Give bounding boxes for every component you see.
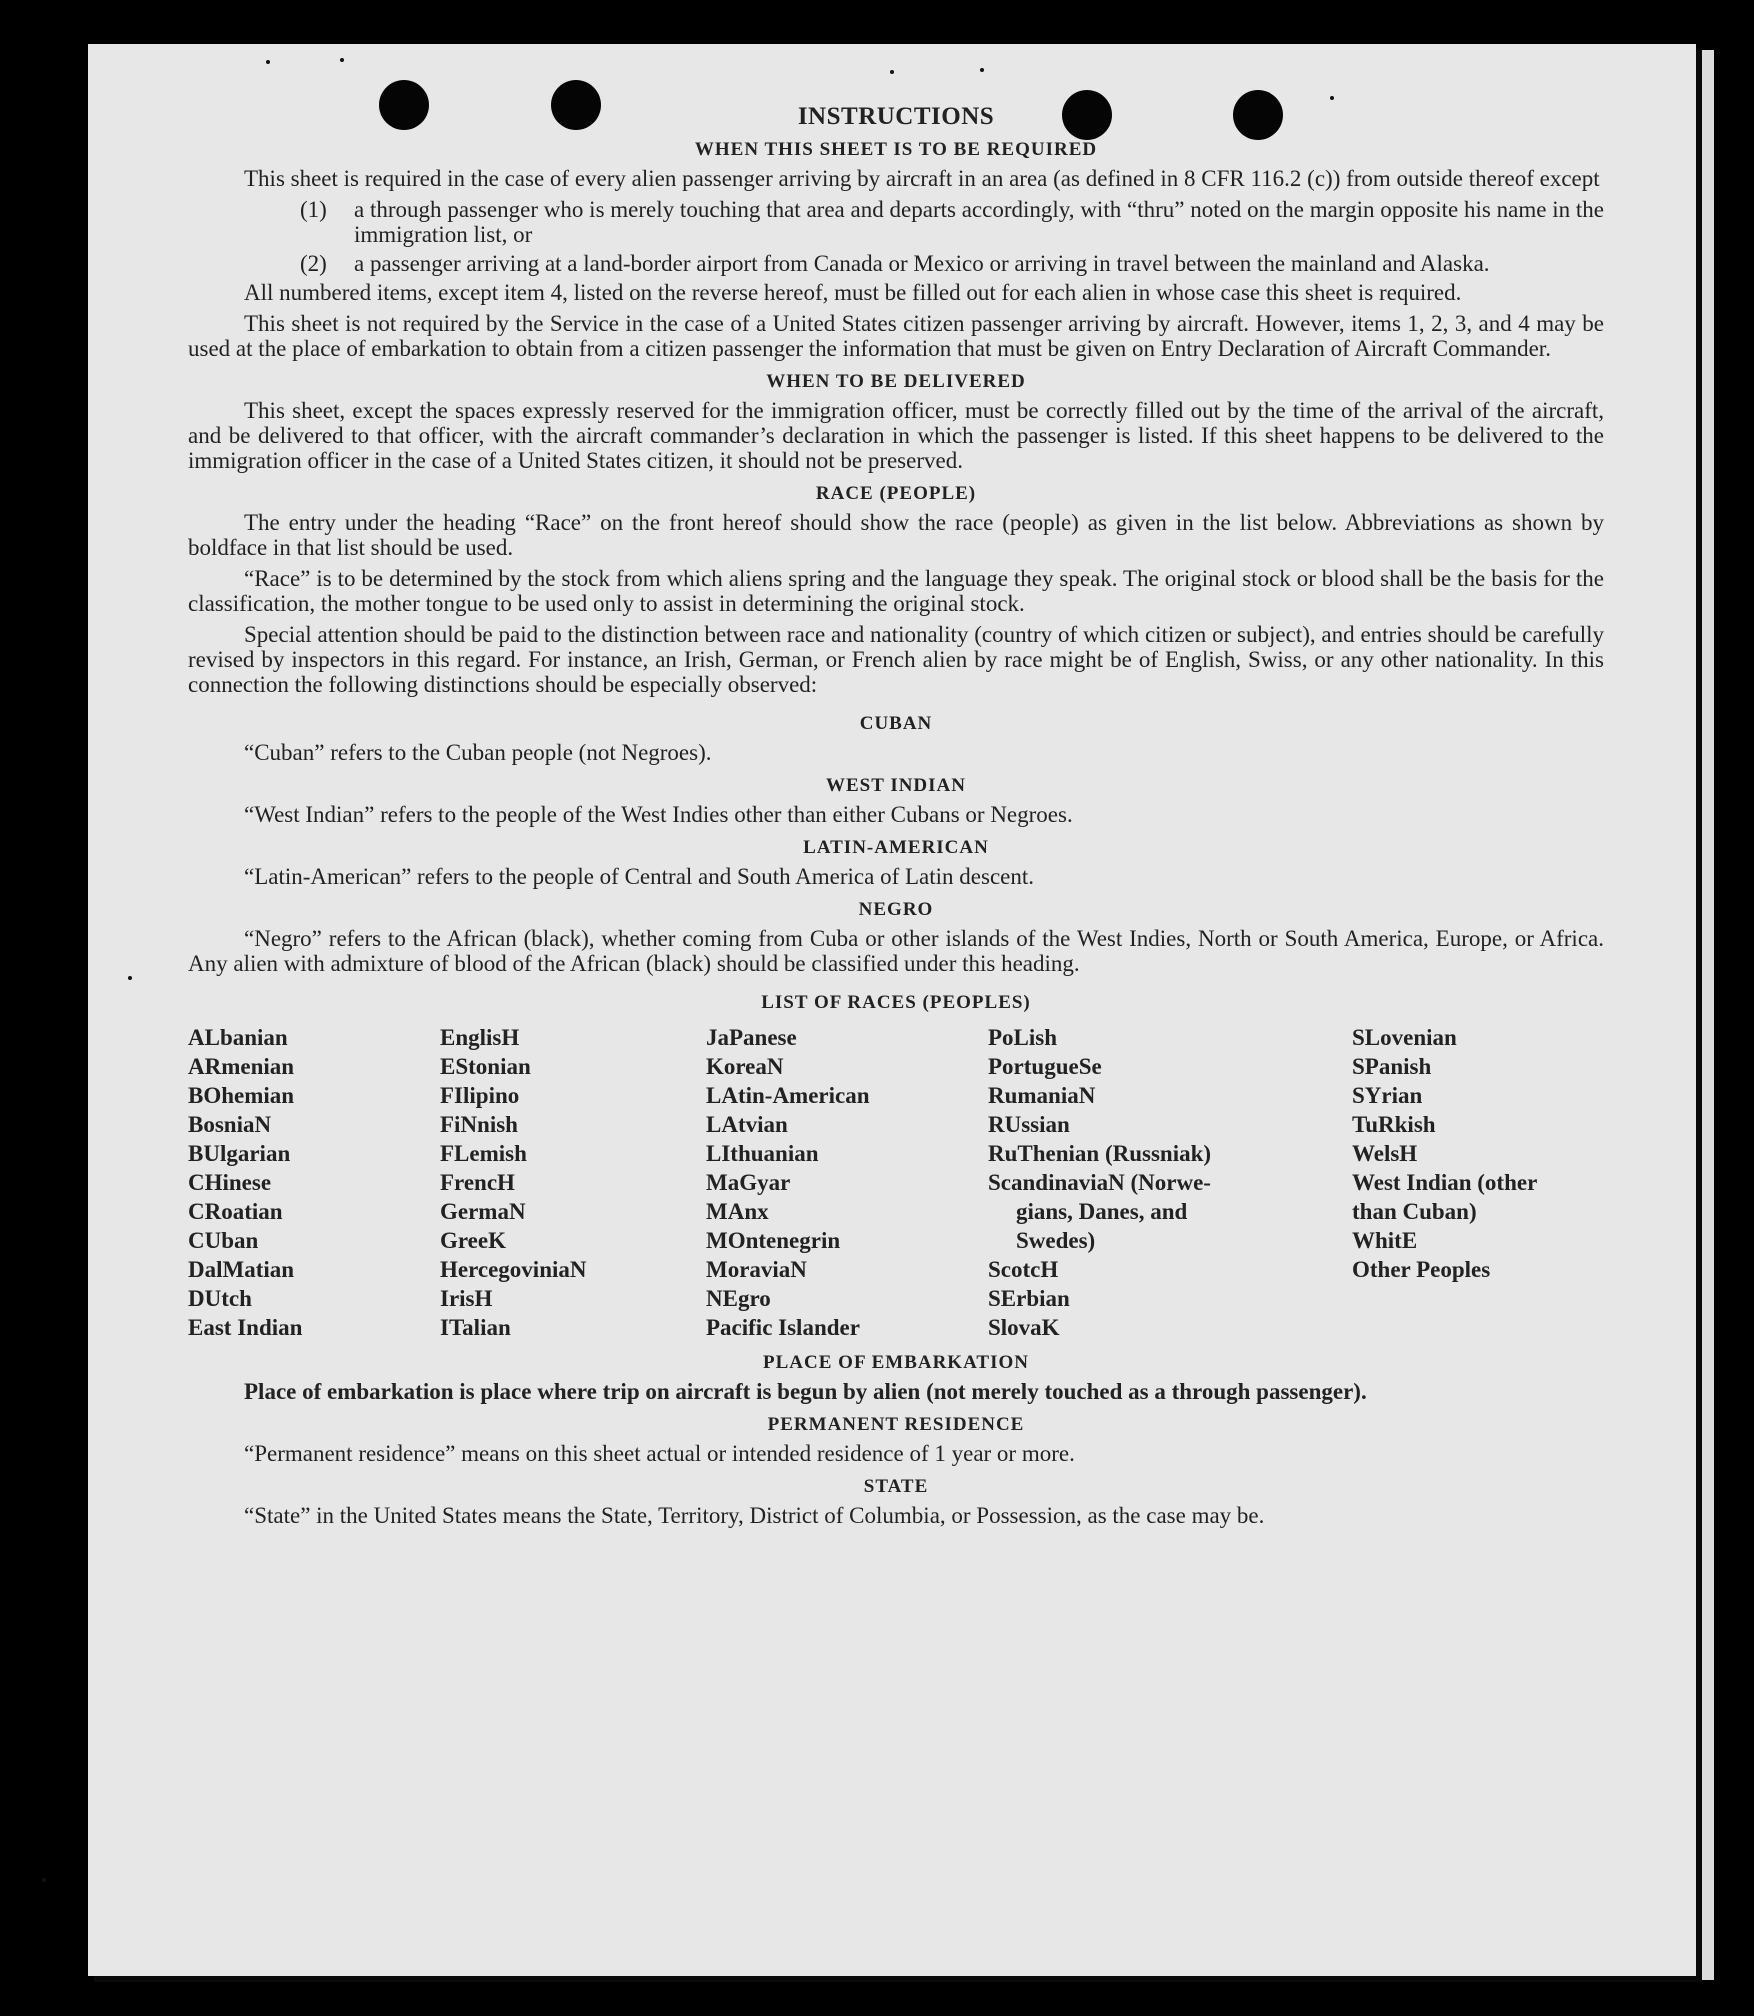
- race-entry: TuRkish: [1352, 1112, 1436, 1137]
- race-entry: NEgro: [706, 1286, 771, 1311]
- race-entry: FrencH: [440, 1170, 515, 1195]
- race-entry: ARmenian: [188, 1054, 295, 1079]
- when-required-intro: This sheet is required in the case of every alien passenger arriving by aircraft in an area (as defined in 8 CFR 116.2 (c)) from outside thereof except: [244, 166, 1600, 191]
- speck: [42, 1878, 46, 1882]
- heading-permanent-residence: PERMANENT RESIDENCE: [767, 1414, 1025, 1435]
- race-entry: JaPanese: [706, 1025, 797, 1050]
- exception-text: a through passenger who is merely touching that area and departs accordingly, with “thru” noted on the margin opposite his name in the immigration list, or: [354, 197, 1604, 247]
- exception-number: (1): [300, 197, 327, 222]
- west-indian-text: “West Indian” refers to the people of the West Indies other than either Cubans or Negroes.: [244, 802, 1073, 827]
- negro-text: “Negro” refers to the African (black), whether coming from Cuba or other islands of the West Indies, North or South America, Europe, or Africa. Any alien with admixture of blood of the African (black) should be classified under this heading.: [188, 926, 1604, 976]
- exception-item: [300, 251, 1604, 276]
- exception-number: (2): [300, 251, 327, 276]
- instructions-content: [188, 100, 1604, 1534]
- race-entry: FIlipino: [440, 1083, 520, 1108]
- race-entry: WhitE: [1352, 1228, 1418, 1253]
- race-entry: LIthuanian: [706, 1141, 819, 1166]
- race-entry: Pacific Islander: [706, 1315, 860, 1340]
- race-entry: PoLish: [988, 1025, 1058, 1050]
- race-entry: LAtvian: [706, 1112, 788, 1137]
- heading-cuban: CUBAN: [859, 713, 933, 734]
- speck: [266, 60, 270, 64]
- heading-place-of-embarkation: PLACE OF EMBARKATION: [763, 1352, 1029, 1373]
- race-column: [988, 1023, 1352, 1342]
- race-entry: CRoatian: [188, 1199, 283, 1224]
- race-column: [1352, 1023, 1604, 1342]
- race-list: [188, 1023, 1604, 1342]
- exception-text: a passenger arriving at a land-border airport from Canada or Mexico or arriving in travel between the mainland and Alaska.: [354, 251, 1490, 276]
- race-entry: LAtin-American: [706, 1083, 870, 1108]
- citizen-paragraph: This sheet is not required by the Service in the case of a United States citizen passenger arriving by aircraft. However, items 1, 2, 3, and 4 may be used at the place of embarkation to obtain from a citizen passenger the information that must be given on Entry Declaration of Aircraft Commander.: [188, 311, 1604, 361]
- heading-negro: NEGRO: [858, 899, 934, 920]
- race-entry: SYrian: [1352, 1083, 1423, 1108]
- race-entry-continuation: gians, Danes, and: [1016, 1199, 1188, 1224]
- heading-when-delivered: WHEN TO BE DELIVERED: [766, 371, 1026, 392]
- race-entry: BOhemian: [188, 1083, 295, 1108]
- race-entry: IrisH: [440, 1286, 493, 1311]
- race-entry: DalMatian: [188, 1257, 295, 1282]
- document-title: INSTRUCTIONS: [797, 103, 995, 130]
- speck: [128, 976, 132, 980]
- race-entry: KoreaN: [706, 1054, 784, 1079]
- race-entry: HercegoviniaN: [440, 1257, 587, 1282]
- race-entry: MAnx: [706, 1199, 769, 1224]
- when-delivered-text: This sheet, except the spaces expressly reserved for the immigration officer, must be correctly filled out by the time of the arrival of the aircraft, and be delivered to that officer, with the aircraft commander’s declaration in which the passenger is listed. If this sheet happens to be delivered to the immigration officer in the case of a United States citizen, it should not be preserved.: [188, 398, 1604, 473]
- race-paragraph-2: “Race” is to be determined by the stock from which aliens spring and the language they speak. The original stock or blood shall be the basis for the classification, the mother tongue to be used only to assist in determining the original stock.: [188, 566, 1604, 616]
- race-entry: FiNnish: [440, 1112, 518, 1137]
- race-entry-continuation: than Cuban): [1352, 1199, 1477, 1224]
- race-column: [440, 1023, 706, 1342]
- race-entry: GreeK: [440, 1228, 506, 1253]
- race-entry: PortugueSe: [988, 1054, 1102, 1079]
- race-entry: GermaN: [440, 1199, 526, 1224]
- heading-list-of-races: LIST OF RACES (PEOPLES): [761, 992, 1031, 1013]
- race-entry: ALbanian: [188, 1025, 288, 1050]
- race-entry: CHinese: [188, 1170, 272, 1195]
- numbered-items-paragraph: All numbered items, except item 4, listed on the reverse hereof, must be filled out for each alien in whose case this sheet is required.: [244, 280, 1462, 305]
- race-entry: Other Peoples: [1352, 1257, 1491, 1282]
- heading-race: RACE (PEOPLE): [815, 483, 977, 504]
- state-text: “State” in the United States means the State, Territory, District of Columbia, or Possession, as the case may be.: [244, 1503, 1265, 1528]
- race-entry: EStonian: [440, 1054, 531, 1079]
- race-entry: RumaniaN: [988, 1083, 1096, 1108]
- race-entry: DUtch: [188, 1286, 252, 1311]
- race-entry: EnglisH: [440, 1025, 520, 1050]
- speck: [340, 58, 344, 62]
- race-paragraph-1: The entry under the heading “Race” on the front hereof should show the race (people) as given in the list below. Abbreviations as shown by boldface in that list should be used.: [188, 510, 1604, 560]
- race-entry: CUban: [188, 1228, 259, 1253]
- race-entry: East Indian: [188, 1315, 303, 1340]
- race-entry: BosniaN: [188, 1112, 272, 1137]
- race-entry: WelsH: [1352, 1141, 1418, 1166]
- place-of-embarkation-text: Place of embarkation is place where trip on aircraft is begun by alien (not merely touched as a through passenger).: [244, 1379, 1367, 1404]
- race-column: [706, 1023, 988, 1342]
- race-entry: ScotcH: [988, 1257, 1059, 1282]
- heading-west-indian: WEST INDIAN: [826, 775, 966, 796]
- race-entry: RuThenian (Russniak): [988, 1141, 1212, 1166]
- heading-latin-american: LATIN-AMERICAN: [803, 837, 989, 858]
- race-entry: ScandinaviaN (Norwe-: [988, 1170, 1211, 1195]
- race-entry: MOntenegrin: [706, 1228, 841, 1253]
- race-paragraph-3: Special attention should be paid to the distinction between race and nationality (country of which citizen or subject), and entries should be carefully revised by inspectors in this regard. For instance, an Irish, German, or French alien by race might be of English, Swiss, or any other nationality. In this connection the following distinctions should be especially observed:: [188, 622, 1604, 697]
- race-entry: SErbian: [988, 1286, 1070, 1311]
- race-entry: FLemish: [440, 1141, 527, 1166]
- race-entry: SPanish: [1352, 1054, 1432, 1079]
- race-entry: MoraviaN: [706, 1257, 807, 1282]
- race-entry: MaGyar: [706, 1170, 791, 1195]
- speck: [890, 70, 894, 74]
- exception-item: [300, 197, 1604, 247]
- race-entry-continuation: Swedes): [1016, 1228, 1096, 1253]
- race-entry: SLovenian: [1352, 1025, 1457, 1050]
- race-entry: RUssian: [988, 1112, 1070, 1137]
- permanent-residence-text: “Permanent residence” means on this sheet actual or intended residence of 1 year or more.: [244, 1441, 1075, 1466]
- heading-when-required: WHEN THIS SHEET IS TO BE REQUIRED: [694, 139, 1098, 160]
- race-entry: BUlgarian: [188, 1141, 291, 1166]
- cuban-text: “Cuban” refers to the Cuban people (not Negroes).: [244, 740, 712, 765]
- heading-state: STATE: [863, 1476, 929, 1497]
- race-entry: SlovaK: [988, 1315, 1060, 1340]
- race-entry: West Indian (other: [1352, 1170, 1538, 1195]
- latin-american-text: “Latin-American” refers to the people of Central and South America of Latin descent.: [244, 864, 1034, 889]
- race-entry: ITalian: [440, 1315, 511, 1340]
- speck: [980, 68, 984, 72]
- race-column: [188, 1023, 440, 1342]
